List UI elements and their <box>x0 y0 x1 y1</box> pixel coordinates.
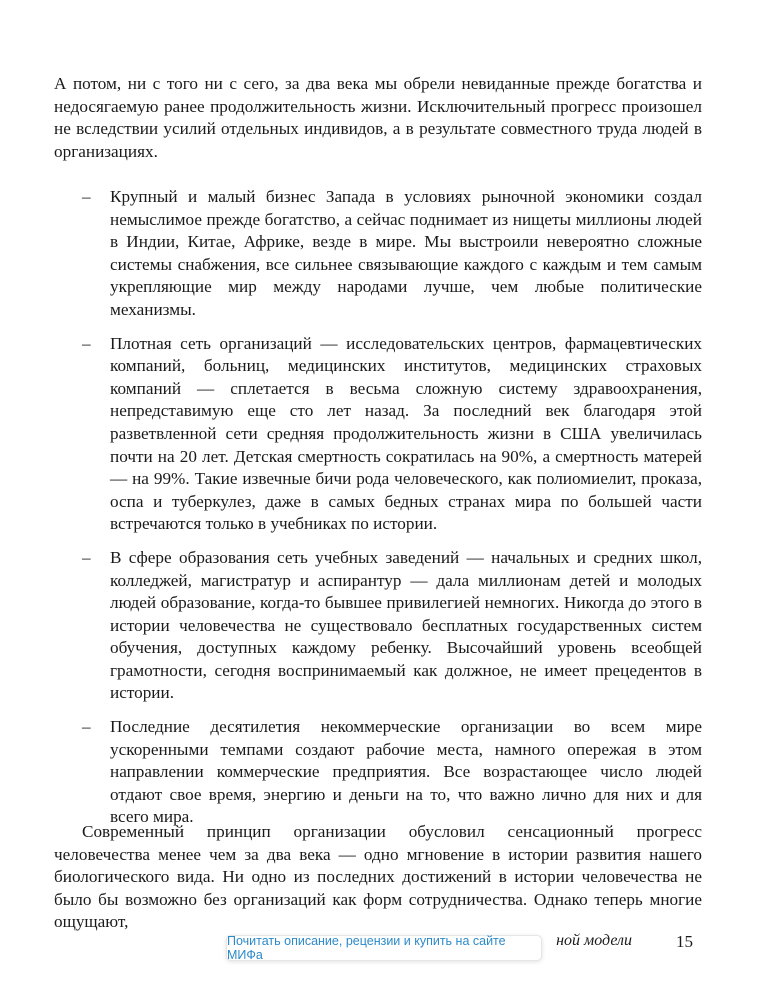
dash-icon: – <box>82 547 91 567</box>
dash-icon: – <box>82 333 91 353</box>
list-item <box>54 716 702 829</box>
dash-icon: – <box>82 187 91 206</box>
list-item <box>54 333 702 536</box>
list-item-text: В сфере образования сеть учебных заведений — начальных и средних школ, колледжей, магистратур и аспирантур — дала миллионам детей и молодых людей образование, когда-то бывшее привилегией немногих. Никогда до этого в истории человечества не существовало бесплатных государственных систем обучения, доступных каждому ребенку. Высочайший уровень всеобщей грамотности, сегодня воспринимаемый как должное, не имеет прецедентов в истории. <box>110 547 702 703</box>
intro-paragraph: А потом, ни с того ни с сего, за два века мы обрели невиданные прежде богатства и недосягаемую ранее продолжительность жизни. Исключительный прогресс произошел не вследствии усилий отдельных индивидов, а в результате совместного труда людей в организациях. <box>54 74 702 161</box>
list-item-text: Крупный и малый бизнес Запада в условиях рыночной экономики создал немыслимое прежде богатство, а сейчас поднимает из нищеты миллионы людей в Индии, Китае, Африке, везде в мире. Мы выстроили невероятно сложные системы снабжения, все сильнее связывающие каждого с каждым и тем самым укрепляющие мир между народами лучше, чем любые политические механизмы. <box>110 187 702 319</box>
list-item-text: Последние десятилетия некоммерческие организации во всем мире ускоренными темпами создают рабочие места, намного опережая в этом направлении коммерческие предприятия. Все возрастающее число людей отдают свое время, энергию и деньги на то, что важно лично для них и для всего мира. <box>110 717 702 827</box>
list-item <box>54 186 702 322</box>
store-link-button[interactable]: Почитать описание, рецензии и купить на сайте МИФа <box>226 935 542 961</box>
list-item <box>54 547 702 705</box>
bullet-list <box>54 186 702 840</box>
page-number: 15 <box>676 932 693 951</box>
dash-icon: – <box>82 717 91 737</box>
running-title: ной модели <box>556 932 632 949</box>
closing-paragraph: Современный принцип организации обусловил сенсационный прогресс человечества менее чем за два века — одно мгновение в истории развития нашего биологического вида. Ни одно из последних достижений в истории человечества не было бы возможно без организаций как форм сотрудничества. Однако теперь многие ощущают, <box>54 822 702 932</box>
list-item-text: Плотная сеть организаций — исследовательских центров, фармацевтических компаний, больниц, медицинских институтов, медицинских страховых компаний — сплетается в весьма сложную систему здравоохранения, непредставимую еще сто лет назад. За последний век благодаря этой разветвленной сети средняя продолжительность жизни в США увеличилась почти на 20 лет. Детская смертность сократилась на 90%, а смертность матерей — на 99%. Такие извечные бичи рода человеческого, как полиомиелит, проказа, оспа и туберкулез, даже в самых бедных странах мира по большей части встречаются только в учебниках по истории. <box>110 333 702 534</box>
